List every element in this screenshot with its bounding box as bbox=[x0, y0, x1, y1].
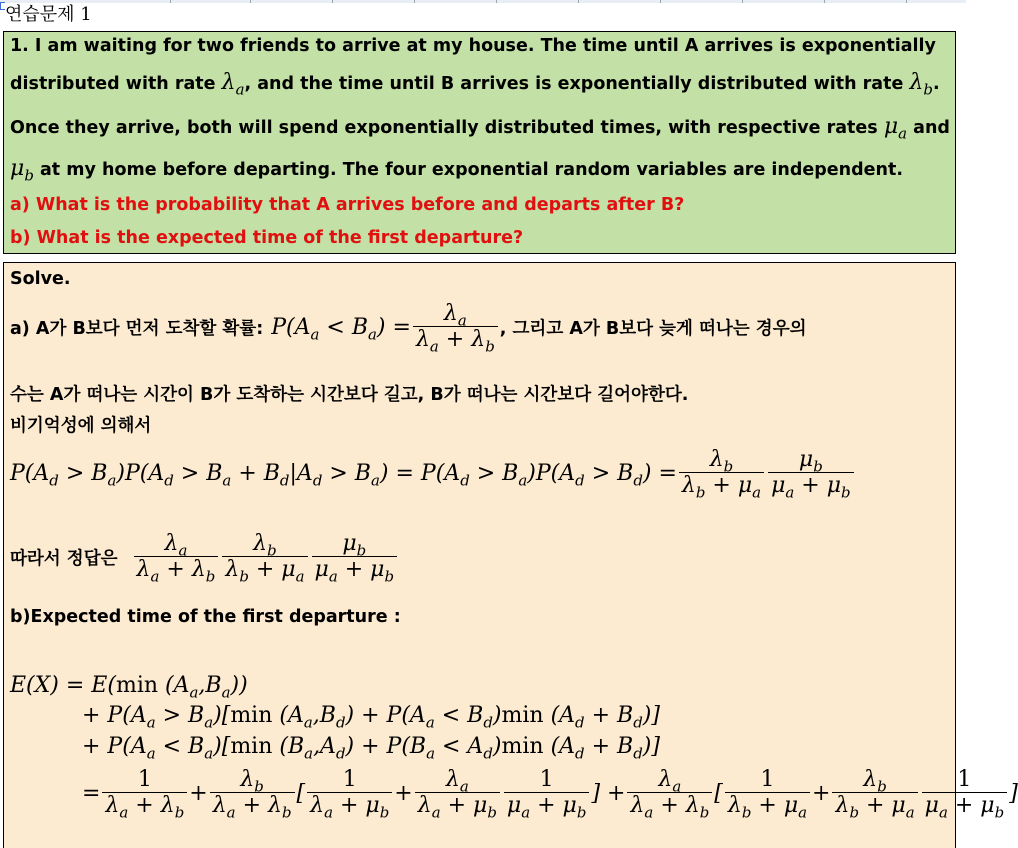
problem-line-1: 1. I am waiting for two friends to arrive at my house. The time until A arrives is exponentially bbox=[10, 36, 936, 56]
fraction-prob-a-first: $\frac{\lambda_a}{\lambda_a + \lambda_b}$ bbox=[413, 301, 498, 354]
expectation-line-4: = $\frac{1}{\lambda_a + \lambda_b}$ + $\frac{\lambda_b}{\lambda_a + \lambda_b}$ [ $\frac{1}{\lambda_a + \mu_b}$ + $\frac{\lambda_a}{\lambda_a + \mu_b}$ $\frac{1}{\mu_a + \mu_b}$ ] + $\frac{\lambda_a}{\lambda_a + \lambda_b}$ [ $\frac{1}{\lambda_b + \mu_a}$ + $\frac{\lambda_b}{\lambda_b + \mu_a}$ $\frac{1}{\mu_a + \mu_b}$ ] bbox=[82, 767, 1018, 822]
expectation-line-1: E(X) = E(min $(A_a,B_a)$) bbox=[10, 673, 248, 702]
memoryless-equation: $P(A_d > B_a)P(A_d > B_a + B_d|A_d > B_a) = P(A_d > B_a)P(A_d > B_d)$ = $\frac{\lambda_b}{\lambda_b + \mu_a}$ $\frac{\mu_b}{\mu_a + \mu_b}$ bbox=[10, 447, 856, 500]
expectation-line-3: + $P(A_a < B_a)[\min$ $(B_a,A_d) + P(B_a < A_d)\min$ $(A_d + B_d)$] bbox=[82, 734, 660, 763]
solution-a-line-2: 수는 A가 떠나는 시간이 B가 도착하는 시간보다 길고, B가 떠나는 시간보다 길어야한다. bbox=[10, 385, 689, 405]
answer-a-line: 따라서 정답은 $\frac{\lambda_a}{\lambda_a + \lambda_b}$ $\frac{\lambda_b}{\lambda_b + \mu_a}$ $\frac{\mu_b}{\mu_a + \mu_b}$ bbox=[10, 531, 399, 584]
solution-a-line: a) A가 B보다 먼저 도착할 확률: $P(A_a < B_a)$ = $\frac{\lambda_a}{\lambda_a + \lambda_b}$ , 그리고 A가 B보다 늦게 떠나는 경우의 bbox=[10, 301, 807, 356]
solve-label: Solve. bbox=[10, 269, 71, 289]
problem-line-4: $\mu_b$ at my home before departing. The four exponential random variables are independent. bbox=[10, 156, 903, 185]
problem-line-3-and: and bbox=[913, 118, 950, 138]
problem-box bbox=[3, 31, 956, 254]
expectation-line-2: + $P(A_a > B_a)[\min$ $(A_a,B_d) + P(A_a < B_d)\min$ $(A_d + B_d)$] bbox=[82, 703, 660, 732]
problem-line-2: distributed with rate $\lambda_a$, and the time until B arrives is exponentially distributed with rate $\lambda_b$. bbox=[10, 70, 940, 99]
problem-line-4-text: at my home before departing. The four exponential random variables are independent. bbox=[39, 160, 903, 180]
question-b: b) What is the expected time of the first departure? bbox=[10, 228, 524, 248]
solution-a-post: , 그리고 A가 B보다 늦게 떠나는 경우의 bbox=[499, 318, 807, 339]
question-a: a) What is the probability that A arrives before and departs after B? bbox=[10, 195, 685, 215]
answer-label: 따라서 정답은 bbox=[10, 548, 118, 569]
exercise-heading: 연습문제 1 bbox=[5, 4, 92, 25]
solution-a-pre: a) A가 B보다 먼저 도착할 확률: bbox=[10, 318, 264, 339]
problem-line-3: Once they arrive, both will spend exponentially distributed times, with respective rates $\mu_a$ and bbox=[10, 114, 950, 143]
problem-line-2-pre: distributed with rate bbox=[10, 74, 216, 94]
solution-box bbox=[3, 262, 1018, 848]
problem-line-2-mid: , and the time until B arrives is exponentially distributed with rate bbox=[244, 74, 904, 94]
ruler bbox=[0, 0, 966, 3]
solution-b-label: b)Expected time of the first departure : bbox=[10, 607, 401, 627]
problem-line-3-pre: Once they arrive, both will spend exponentially distributed times, with respective rates bbox=[10, 118, 878, 138]
memoryless-label: 비기억성에 의해서 bbox=[10, 416, 152, 436]
